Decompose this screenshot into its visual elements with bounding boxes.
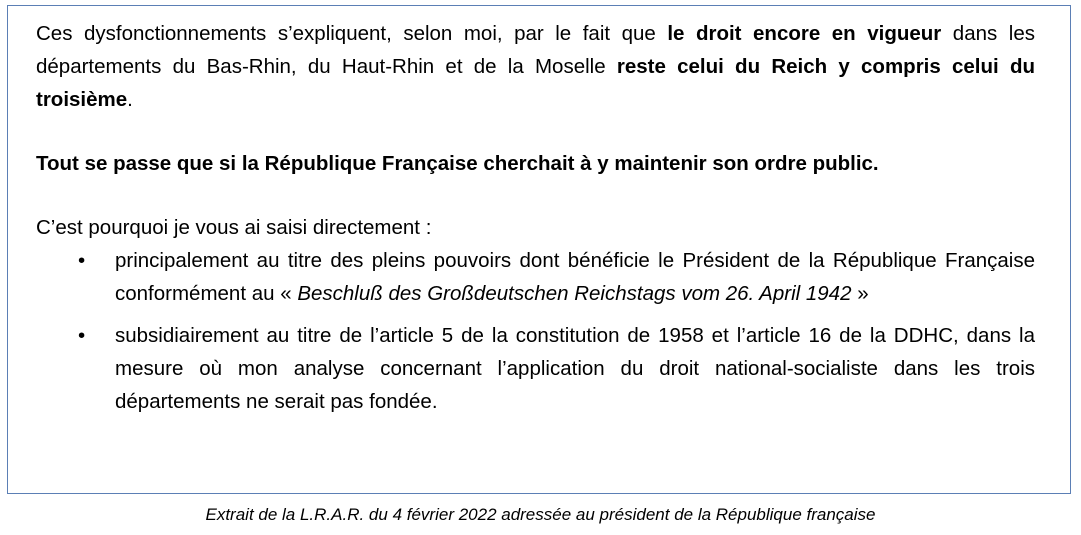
paragraph-gap <box>36 116 1035 147</box>
bullet1-italic-beschluss: Beschluß des Großdeutschen Reichstags vom 26. April 1942 <box>297 282 852 305</box>
bullet-item-principalement <box>36 244 1035 310</box>
paragraph-saisi: C’est pourquoi je vous ai saisi directement : <box>36 216 432 239</box>
paragraph1-bold-droit: le droit encore en vigueur <box>667 22 942 45</box>
bullet-icon: • <box>78 324 86 347</box>
paragraph1-text-part3: . <box>127 88 133 111</box>
quote-content <box>36 17 1035 418</box>
bullet-list <box>36 244 1035 418</box>
paragraph1-bold-reich: reste celui du Reich y compris celui du troisième <box>36 55 1035 111</box>
paragraph-ordre-public <box>36 147 1035 180</box>
bullet-item-subsidiairement <box>36 319 1035 418</box>
paragraph1-text-part1: Ces dysfonctionnements s’expliquent, selon moi, par le fait que <box>36 22 668 45</box>
paragraph2-bold: Tout se passe que si la République Française cherchait à y maintenir son ordre public. <box>36 152 879 175</box>
bullet1-text-after: » <box>851 282 869 305</box>
paragraph1-text-part2: dans les départements du Bas-Rhin, du Haut-Rhin et de la Moselle <box>36 22 1035 78</box>
caption: Extrait de la L.R.A.R. du 4 février 2022 adressée au président de la République française <box>205 505 876 524</box>
bullet1-text-before: principalement au titre des pleins pouvoirs dont bénéficie le Président de la République Française conformément au « <box>115 249 1035 305</box>
bullet2-text: subsidiairement au titre de l’article 5 de la constitution de 1958 et l’article 16 de la DDHC, dans la mesure où mon analyse concernant l’application du droit national-socialiste dans les trois départements ne serait pas fondée. <box>115 324 1035 413</box>
paragraph-gap <box>36 180 1035 211</box>
bullet-icon: • <box>78 249 86 272</box>
paragraph-dysfonctionnements <box>36 17 1035 116</box>
